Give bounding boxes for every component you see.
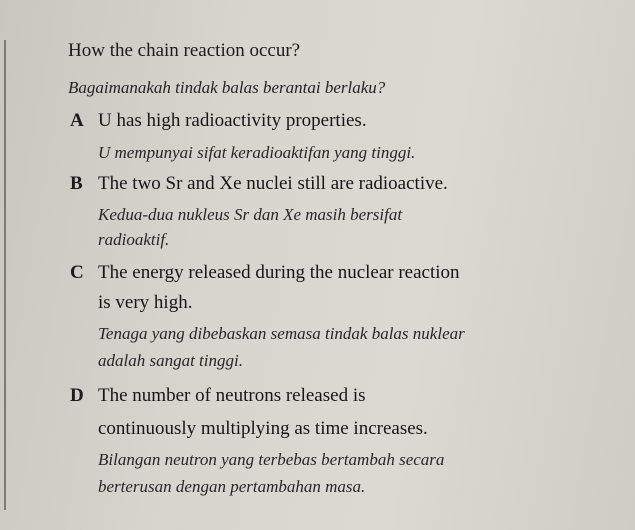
option-a-english-line-1: U has high radioactivity properties. <box>98 110 367 131</box>
option-b-malay-line-1: Kedua-dua nukleus Sr dan Xe masih bersifat <box>98 205 403 224</box>
option-c-malay-line-2: adalah sangat tinggi. <box>98 351 243 370</box>
option-c-english-line-2: is very high. <box>98 292 193 313</box>
option-d-malay-line-2: berterusan dengan pertambahan masa. <box>98 477 366 496</box>
option-d-english-line-1: The number of neutrons released is <box>98 385 366 406</box>
option-a-malay-line-1: U mempunyai sifat keradioaktifan yang tinggi. <box>98 143 416 162</box>
option-a-letter: A <box>70 110 84 131</box>
option-d-letter: D <box>70 385 84 406</box>
option-c-malay-line-1: Tenaga yang dibebaskan semasa tindak balas nuklear <box>98 324 465 343</box>
option-b-malay-line-2: radioaktif. <box>98 230 170 249</box>
question-text-english: How the chain reaction occur? <box>68 40 301 61</box>
option-d-english-line-2: continuously multiplying as time increases. <box>98 418 428 439</box>
option-b-letter: B <box>70 173 83 194</box>
page-margin-line <box>4 40 6 510</box>
option-d-malay-line-1: Bilangan neutron yang terbebas bertambah secara <box>98 450 445 469</box>
option-c-letter: C <box>70 262 84 283</box>
option-b-english-line-1: The two Sr and Xe nuclei still are radioactive. <box>98 173 448 194</box>
question-text-malay: Bagaimanakah tindak balas berantai berlaku? <box>68 78 386 97</box>
option-c-english-line-1: The energy released during the nuclear reaction <box>98 262 460 283</box>
